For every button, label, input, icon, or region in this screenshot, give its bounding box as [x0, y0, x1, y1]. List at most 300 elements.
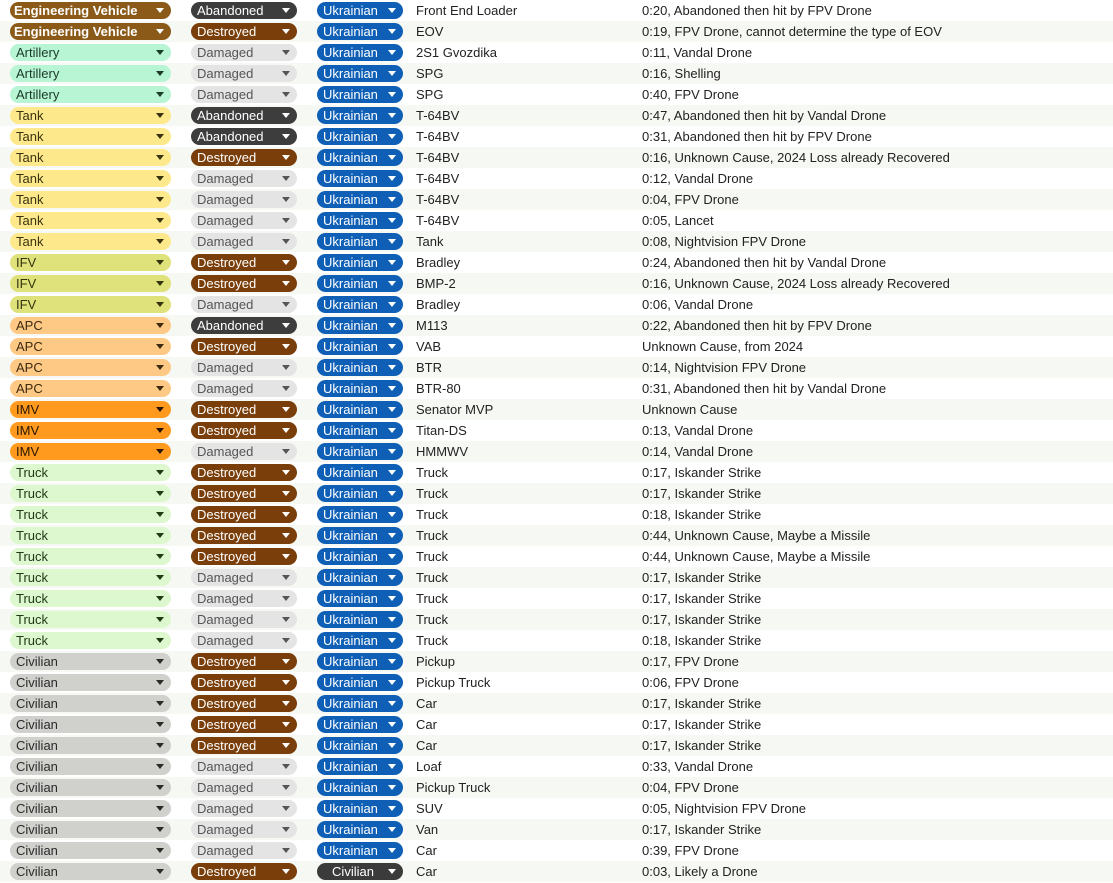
status-label: Destroyed	[197, 276, 257, 291]
loss-note: 0:03, Likely a Drone	[642, 864, 758, 879]
chevron-down-icon	[388, 764, 396, 769]
chevron-down-icon	[282, 470, 290, 475]
table-row	[0, 546, 1113, 567]
loss-note: 0:08, Nightvision FPV Drone	[642, 234, 807, 249]
category-label: Truck	[16, 570, 49, 585]
owner-label: Ukrainian	[323, 570, 378, 585]
status-dropdown[interactable]	[191, 338, 297, 355]
category-label: IFV	[16, 297, 37, 312]
chevron-down-icon	[388, 554, 396, 559]
chevron-down-icon	[156, 155, 164, 160]
status-dropdown[interactable]	[191, 527, 297, 544]
chevron-down-icon	[156, 197, 164, 202]
chevron-down-icon	[282, 323, 290, 328]
status-dropdown[interactable]	[191, 548, 297, 565]
owner-dropdown[interactable]	[317, 548, 403, 565]
category-dropdown[interactable]	[10, 86, 171, 103]
category-label: Tank	[16, 129, 44, 144]
status-label: Abandoned	[197, 129, 264, 144]
chevron-down-icon	[282, 533, 290, 538]
table-row	[0, 210, 1113, 231]
chevron-down-icon	[156, 659, 164, 664]
status-dropdown[interactable]	[191, 590, 297, 607]
chevron-down-icon	[282, 113, 290, 118]
owner-dropdown[interactable]	[317, 254, 403, 271]
owner-dropdown[interactable]	[317, 779, 403, 796]
category-dropdown[interactable]	[10, 527, 171, 544]
model-name: T-64BV	[416, 150, 460, 165]
owner-dropdown[interactable]	[317, 338, 403, 355]
chevron-down-icon	[388, 323, 396, 328]
category-dropdown[interactable]	[10, 464, 171, 481]
chevron-down-icon	[156, 722, 164, 727]
table-row	[0, 714, 1113, 735]
category-dropdown[interactable]	[10, 443, 171, 460]
loss-note: 0:16, Shelling	[642, 66, 721, 81]
model-name: Truck	[416, 507, 449, 522]
category-dropdown[interactable]	[10, 107, 171, 124]
category-label: Civilian	[16, 780, 58, 795]
category-dropdown[interactable]	[10, 569, 171, 586]
status-dropdown[interactable]	[191, 653, 297, 670]
status-label: Destroyed	[197, 654, 257, 669]
loss-note: 0:17, FPV Drone	[642, 654, 739, 669]
loss-note: 0:04, FPV Drone	[642, 780, 739, 795]
status-label: Damaged	[197, 297, 254, 312]
chevron-down-icon	[388, 8, 396, 13]
chevron-down-icon	[282, 239, 290, 244]
loss-note: 0:14, Nightvision FPV Drone	[642, 360, 807, 375]
chevron-down-icon	[282, 449, 290, 454]
owner-dropdown[interactable]	[317, 149, 403, 166]
chevron-down-icon	[388, 869, 396, 874]
owner-label: Ukrainian	[323, 66, 378, 81]
model-name: Truck	[416, 633, 449, 648]
owner-dropdown[interactable]	[317, 191, 403, 208]
status-dropdown[interactable]	[191, 758, 297, 775]
owner-dropdown[interactable]	[317, 653, 403, 670]
status-dropdown[interactable]	[191, 128, 297, 145]
chevron-down-icon	[388, 176, 396, 181]
category-dropdown[interactable]	[10, 149, 171, 166]
chevron-down-icon	[388, 92, 396, 97]
chevron-down-icon	[388, 491, 396, 496]
status-dropdown[interactable]	[191, 254, 297, 271]
owner-dropdown[interactable]	[317, 275, 403, 292]
owner-dropdown[interactable]	[317, 233, 403, 250]
chevron-down-icon	[388, 71, 396, 76]
status-dropdown[interactable]	[191, 212, 297, 229]
category-dropdown[interactable]	[10, 737, 171, 754]
status-dropdown[interactable]	[191, 296, 297, 313]
status-label: Damaged	[197, 66, 254, 81]
category-dropdown[interactable]	[10, 695, 171, 712]
model-name: T-64BV	[416, 213, 460, 228]
chevron-down-icon	[282, 281, 290, 286]
chevron-down-icon	[388, 470, 396, 475]
chevron-down-icon	[282, 260, 290, 265]
model-name: Truck	[416, 465, 449, 480]
status-dropdown[interactable]	[191, 275, 297, 292]
category-label: Engineering Vehicle	[14, 24, 138, 39]
category-label: Civilian	[16, 654, 58, 669]
loss-note: 0:11, Vandal Drone	[642, 45, 753, 60]
chevron-down-icon	[156, 617, 164, 622]
category-dropdown[interactable]	[10, 863, 171, 880]
status-dropdown[interactable]	[191, 485, 297, 502]
status-dropdown[interactable]	[191, 716, 297, 733]
table-row	[0, 609, 1113, 630]
model-name: Truck	[416, 528, 449, 543]
owner-dropdown[interactable]	[317, 527, 403, 544]
table-row	[0, 42, 1113, 63]
loss-note: 0:17, Iskander Strike	[642, 738, 762, 753]
loss-note: 0:31, Abandoned then hit by Vandal Drone	[642, 381, 887, 396]
owner-dropdown[interactable]	[317, 863, 403, 880]
status-dropdown[interactable]	[191, 674, 297, 691]
category-dropdown[interactable]	[10, 65, 171, 82]
category-label: IMV	[16, 444, 40, 459]
category-dropdown[interactable]	[10, 422, 171, 439]
category-dropdown[interactable]	[10, 317, 171, 334]
status-label: Destroyed	[197, 738, 257, 753]
category-dropdown[interactable]	[10, 779, 171, 796]
category-label: Truck	[16, 486, 49, 501]
model-name: Van	[416, 822, 439, 837]
owner-label: Ukrainian	[323, 528, 378, 543]
owner-dropdown[interactable]	[317, 2, 403, 19]
loss-note: 0:19, FPV Drone, cannot determine the type of EOV	[642, 24, 942, 39]
category-dropdown[interactable]	[10, 506, 171, 523]
chevron-down-icon	[388, 428, 396, 433]
category-dropdown[interactable]	[10, 254, 171, 271]
category-dropdown[interactable]	[10, 23, 171, 40]
category-dropdown[interactable]	[10, 233, 171, 250]
category-label: Tank	[16, 108, 44, 123]
status-dropdown[interactable]	[191, 23, 297, 40]
table-row	[0, 798, 1113, 819]
model-name: M113	[416, 318, 448, 333]
owner-dropdown[interactable]	[317, 296, 403, 313]
owner-dropdown[interactable]	[317, 443, 403, 460]
table-row	[0, 21, 1113, 42]
chevron-down-icon	[156, 701, 164, 706]
table-row	[0, 504, 1113, 525]
category-dropdown[interactable]	[10, 275, 171, 292]
category-label: Truck	[16, 633, 49, 648]
chevron-down-icon	[282, 638, 290, 643]
loss-note: 0:20, Abandoned then hit by FPV Drone	[642, 3, 872, 18]
chevron-down-icon	[388, 302, 396, 307]
owner-dropdown[interactable]	[317, 674, 403, 691]
owner-label: Ukrainian	[323, 3, 378, 18]
status-label: Damaged	[197, 570, 254, 585]
owner-label: Ukrainian	[323, 675, 378, 690]
chevron-down-icon	[388, 218, 396, 223]
chevron-down-icon	[282, 428, 290, 433]
owner-label: Ukrainian	[323, 486, 378, 501]
status-dropdown[interactable]	[191, 842, 297, 859]
category-dropdown[interactable]	[10, 821, 171, 838]
chevron-down-icon	[156, 827, 164, 832]
status-dropdown[interactable]	[191, 695, 297, 712]
category-dropdown[interactable]	[10, 800, 171, 817]
category-dropdown[interactable]	[10, 590, 171, 607]
loss-note: 0:12, Vandal Drone	[642, 171, 754, 186]
chevron-down-icon	[388, 239, 396, 244]
owner-dropdown[interactable]	[317, 170, 403, 187]
chevron-down-icon	[156, 680, 164, 685]
category-dropdown[interactable]	[10, 296, 171, 313]
chevron-down-icon	[156, 71, 164, 76]
owner-dropdown[interactable]	[317, 569, 403, 586]
owner-dropdown[interactable]	[317, 821, 403, 838]
table-row	[0, 483, 1113, 504]
model-name: Car	[416, 864, 437, 879]
chevron-down-icon	[156, 869, 164, 874]
owner-label: Ukrainian	[323, 45, 378, 60]
category-label: APC	[16, 339, 43, 354]
owner-dropdown[interactable]	[317, 128, 403, 145]
loss-note: Unknown Cause	[642, 402, 738, 417]
status-dropdown[interactable]	[191, 317, 297, 334]
table-row	[0, 588, 1113, 609]
status-dropdown[interactable]	[191, 422, 297, 439]
status-dropdown[interactable]	[191, 380, 297, 397]
model-name: Pickup Truck	[416, 675, 491, 690]
status-dropdown[interactable]	[191, 170, 297, 187]
model-name: Bradley	[416, 255, 461, 270]
category-dropdown[interactable]	[10, 170, 171, 187]
category-dropdown[interactable]	[10, 401, 171, 418]
owner-dropdown[interactable]	[317, 842, 403, 859]
category-dropdown[interactable]	[10, 44, 171, 61]
owner-dropdown[interactable]	[317, 422, 403, 439]
chevron-down-icon	[282, 407, 290, 412]
status-label: Damaged	[197, 612, 254, 627]
status-dropdown[interactable]	[191, 506, 297, 523]
chevron-down-icon	[388, 365, 396, 370]
chevron-down-icon	[282, 386, 290, 391]
category-dropdown[interactable]	[10, 380, 171, 397]
owner-label: Ukrainian	[323, 801, 378, 816]
status-label: Abandoned	[197, 318, 264, 333]
model-name: BTR	[416, 360, 442, 375]
status-dropdown[interactable]	[191, 779, 297, 796]
chevron-down-icon	[388, 575, 396, 580]
status-dropdown[interactable]	[191, 65, 297, 82]
chevron-down-icon	[388, 281, 396, 286]
owner-dropdown[interactable]	[317, 758, 403, 775]
chevron-down-icon	[156, 176, 164, 181]
model-name: Truck	[416, 570, 449, 585]
owner-label: Ukrainian	[323, 633, 378, 648]
status-dropdown[interactable]	[191, 464, 297, 481]
loss-note: 0:18, Iskander Strike	[642, 507, 762, 522]
status-dropdown[interactable]	[191, 800, 297, 817]
status-label: Damaged	[197, 171, 254, 186]
owner-dropdown[interactable]	[317, 485, 403, 502]
owner-dropdown[interactable]	[317, 317, 403, 334]
chevron-down-icon	[156, 302, 164, 307]
status-dropdown[interactable]	[191, 2, 297, 19]
status-dropdown[interactable]	[191, 443, 297, 460]
owner-dropdown[interactable]	[317, 359, 403, 376]
chevron-down-icon	[282, 785, 290, 790]
chevron-down-icon	[282, 512, 290, 517]
model-name: SUV	[416, 801, 443, 816]
owner-dropdown[interactable]	[317, 695, 403, 712]
chevron-down-icon	[388, 344, 396, 349]
status-dropdown[interactable]	[191, 149, 297, 166]
owner-label: Ukrainian	[323, 129, 378, 144]
category-dropdown[interactable]	[10, 338, 171, 355]
category-dropdown[interactable]	[10, 212, 171, 229]
status-dropdown[interactable]	[191, 233, 297, 250]
category-dropdown[interactable]	[10, 359, 171, 376]
category-dropdown[interactable]	[10, 611, 171, 628]
status-dropdown[interactable]	[191, 401, 297, 418]
chevron-down-icon	[282, 365, 290, 370]
status-label: Damaged	[197, 381, 254, 396]
table-row	[0, 147, 1113, 168]
status-dropdown[interactable]	[191, 821, 297, 838]
status-label: Destroyed	[197, 24, 257, 39]
chevron-down-icon	[156, 491, 164, 496]
loss-note: 0:17, Iskander Strike	[642, 612, 762, 627]
loss-note: 0:16, Unknown Cause, 2024 Loss already Recovered	[642, 276, 950, 291]
owner-dropdown[interactable]	[317, 611, 403, 628]
owner-dropdown[interactable]	[317, 716, 403, 733]
status-dropdown[interactable]	[191, 569, 297, 586]
chevron-down-icon	[282, 743, 290, 748]
category-dropdown[interactable]	[10, 653, 171, 670]
chevron-down-icon	[156, 113, 164, 118]
chevron-down-icon	[156, 638, 164, 643]
owner-dropdown[interactable]	[317, 107, 403, 124]
owner-dropdown[interactable]	[317, 380, 403, 397]
owner-dropdown[interactable]	[317, 632, 403, 649]
model-name: Car	[416, 738, 437, 753]
chevron-down-icon	[388, 722, 396, 727]
owner-dropdown[interactable]	[317, 401, 403, 418]
chevron-down-icon	[156, 596, 164, 601]
model-name: Truck	[416, 486, 449, 501]
chevron-down-icon	[388, 197, 396, 202]
status-label: Destroyed	[197, 150, 257, 165]
chevron-down-icon	[156, 848, 164, 853]
status-label: Damaged	[197, 213, 254, 228]
chevron-down-icon	[282, 218, 290, 223]
owner-dropdown[interactable]	[317, 737, 403, 754]
category-dropdown[interactable]	[10, 674, 171, 691]
chevron-down-icon	[282, 302, 290, 307]
status-dropdown[interactable]	[191, 359, 297, 376]
owner-dropdown[interactable]	[317, 800, 403, 817]
loss-note: 0:31, Abandoned then hit by FPV Drone	[642, 129, 872, 144]
status-dropdown[interactable]	[191, 44, 297, 61]
model-name: 2S1 Gvozdika	[416, 45, 497, 60]
category-label: Artillery	[16, 87, 60, 102]
status-label: Destroyed	[197, 465, 257, 480]
owner-dropdown[interactable]	[317, 23, 403, 40]
category-label: Civilian	[16, 843, 58, 858]
loss-note: 0:17, Iskander Strike	[642, 696, 762, 711]
category-label: Civilian	[16, 675, 58, 690]
owner-label: Civilian	[332, 864, 374, 879]
status-dropdown[interactable]	[191, 737, 297, 754]
loss-note: 0:33, Vandal Drone	[642, 759, 754, 774]
status-dropdown[interactable]	[191, 632, 297, 649]
owner-label: Ukrainian	[323, 318, 378, 333]
chevron-down-icon	[282, 491, 290, 496]
chevron-down-icon	[388, 134, 396, 139]
status-label: Damaged	[197, 87, 254, 102]
status-dropdown[interactable]	[191, 107, 297, 124]
owner-label: Ukrainian	[323, 150, 378, 165]
owner-dropdown[interactable]	[317, 212, 403, 229]
chevron-down-icon	[282, 680, 290, 685]
table-row	[0, 735, 1113, 756]
loss-note: 0:17, Iskander Strike	[642, 486, 762, 501]
owner-dropdown[interactable]	[317, 506, 403, 523]
owner-dropdown[interactable]	[317, 590, 403, 607]
chevron-down-icon	[388, 533, 396, 538]
status-dropdown[interactable]	[191, 611, 297, 628]
owner-dropdown[interactable]	[317, 464, 403, 481]
category-dropdown[interactable]	[10, 548, 171, 565]
table-row	[0, 63, 1113, 84]
table-row	[0, 84, 1113, 105]
owner-label: Ukrainian	[323, 591, 378, 606]
table-row	[0, 231, 1113, 252]
chevron-down-icon	[156, 554, 164, 559]
category-dropdown[interactable]	[10, 2, 171, 19]
category-dropdown[interactable]	[10, 191, 171, 208]
owner-dropdown[interactable]	[317, 65, 403, 82]
chevron-down-icon	[156, 386, 164, 391]
owner-dropdown[interactable]	[317, 44, 403, 61]
status-dropdown[interactable]	[191, 863, 297, 880]
loss-note: 0:04, FPV Drone	[642, 192, 739, 207]
owner-label: Ukrainian	[323, 339, 378, 354]
table-row	[0, 462, 1113, 483]
category-dropdown[interactable]	[10, 758, 171, 775]
status-label: Damaged	[197, 444, 254, 459]
model-name: Loaf	[416, 759, 442, 774]
category-dropdown[interactable]	[10, 128, 171, 145]
category-label: Tank	[16, 213, 44, 228]
chevron-down-icon	[156, 260, 164, 265]
category-label: APC	[16, 360, 43, 375]
chevron-down-icon	[282, 344, 290, 349]
owner-label: Ukrainian	[323, 444, 378, 459]
table-row	[0, 168, 1113, 189]
owner-label: Ukrainian	[323, 843, 378, 858]
status-dropdown[interactable]	[191, 86, 297, 103]
status-label: Abandoned	[197, 3, 264, 18]
category-dropdown[interactable]	[10, 632, 171, 649]
category-dropdown[interactable]	[10, 842, 171, 859]
category-dropdown[interactable]	[10, 716, 171, 733]
category-label: Artillery	[16, 45, 60, 60]
table-row	[0, 0, 1113, 21]
status-dropdown[interactable]	[191, 191, 297, 208]
category-dropdown[interactable]	[10, 485, 171, 502]
owner-dropdown[interactable]	[317, 86, 403, 103]
status-label: Destroyed	[197, 549, 257, 564]
chevron-down-icon	[388, 386, 396, 391]
